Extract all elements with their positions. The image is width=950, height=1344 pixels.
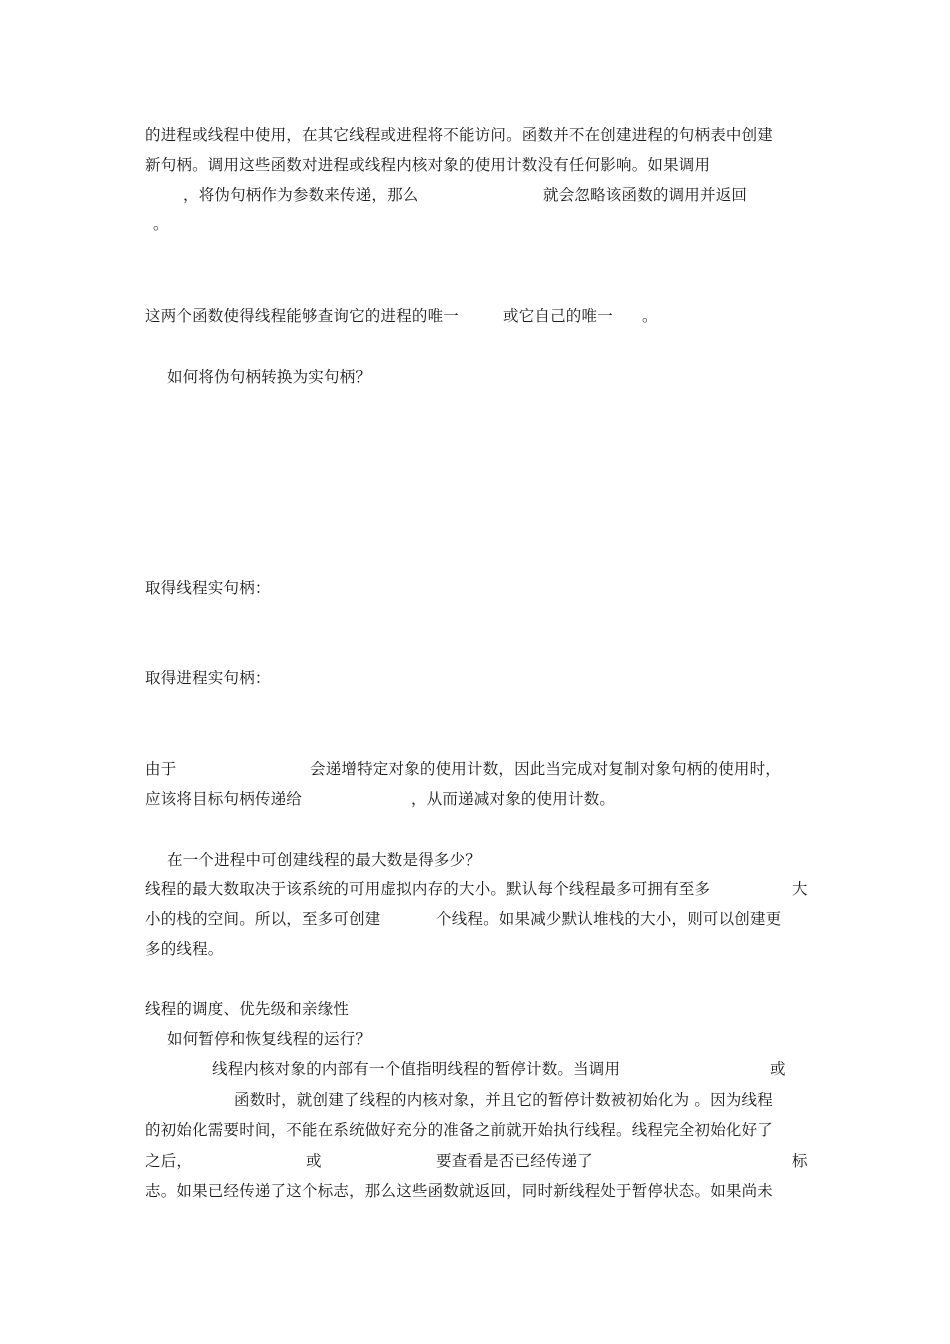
text-segment: ，从而递减对象的使用计数。 [411,790,616,808]
paragraph-line: 新句柄。调用这些函数对进程或线程内核对象的使用计数没有任何影响。如果调用 [145,156,711,174]
paragraph-line: 志。如果已经传递了这个标志，那么这些函数就返回，同时新线程处于暂停状态。如果尚未 [145,1182,774,1200]
paragraph-line: 。 [153,215,169,233]
text-segment: 线程的最大数取决于该系统的可用虚拟内存的大小。默认每个线程最多可拥有至多 [145,880,711,898]
paragraph-line [0,306,950,326]
paragraph-line [0,1059,950,1079]
text-segment: 或 [306,1152,322,1170]
subheading: 取得线程实句柄： [145,579,271,597]
subheading: 取得进程实句柄： [145,669,271,687]
text-segment: 就会忽略该函数的调用并返回 [543,186,748,204]
text-segment: 这两个函数使得线程能够查询它的进程的唯一 [145,307,460,325]
text-segment: 应该将目标句柄传递给 [145,790,303,808]
question-heading: 在一个进程中可创建线程的最大数是得多少？ [167,851,482,869]
text-segment: 或 [770,1060,786,1078]
paragraph-line [0,185,950,205]
text-segment: 大 [792,880,808,898]
text-segment: 由于 [145,760,177,778]
text-segment: 个线程。如果减少默认堆栈的大小，则可以创建更 [436,910,782,928]
section-heading: 线程的调度、优先级和亲缘性 [145,1000,350,1018]
paragraph-line: 函数时，就创建了线程的内核对象，并且它的暂停计数被初始化为 。因为线程 [234,1091,773,1109]
paragraph-line [0,759,950,779]
text-segment: 之后， [145,1152,193,1170]
question-heading: 如何暂停和恢复线程的运行？ [167,1030,372,1048]
paragraph-line: 多的线程。 [145,940,224,958]
paragraph-line: 的进程或线程中使用，在其它线程或进程将不能访问。函数并不在创建进程的句柄表中创建 [145,126,774,144]
question-heading: 如何将伪句柄转换为实句柄？ [167,368,372,386]
paragraph-line [0,879,950,899]
text-segment: 要查看是否已经传递了 [436,1152,594,1170]
paragraph-line [0,789,950,809]
text-segment: 会递增特定对象的使用计数，因此当完成对复制对象句柄的使用时， [310,760,782,778]
text-segment: 或它自己的唯一 [503,307,613,325]
text-segment: 线程内核对象的内部有一个值指明线程的暂停计数。当调用 [212,1060,621,1078]
paragraph-line [0,909,950,929]
paragraph-line: 的初始化需要时间，不能在系统做好充分的准备之前就开始执行线程。线程完全初始化好了 [145,1121,774,1139]
text-segment: 。 [642,307,658,325]
paragraph-line [0,1151,950,1171]
text-segment: 小的栈的空间。所以，至多可创建 [145,910,381,928]
text-segment: ，将伪句柄作为参数来传递，那么 [183,186,419,204]
text-segment: 标 [792,1152,808,1170]
